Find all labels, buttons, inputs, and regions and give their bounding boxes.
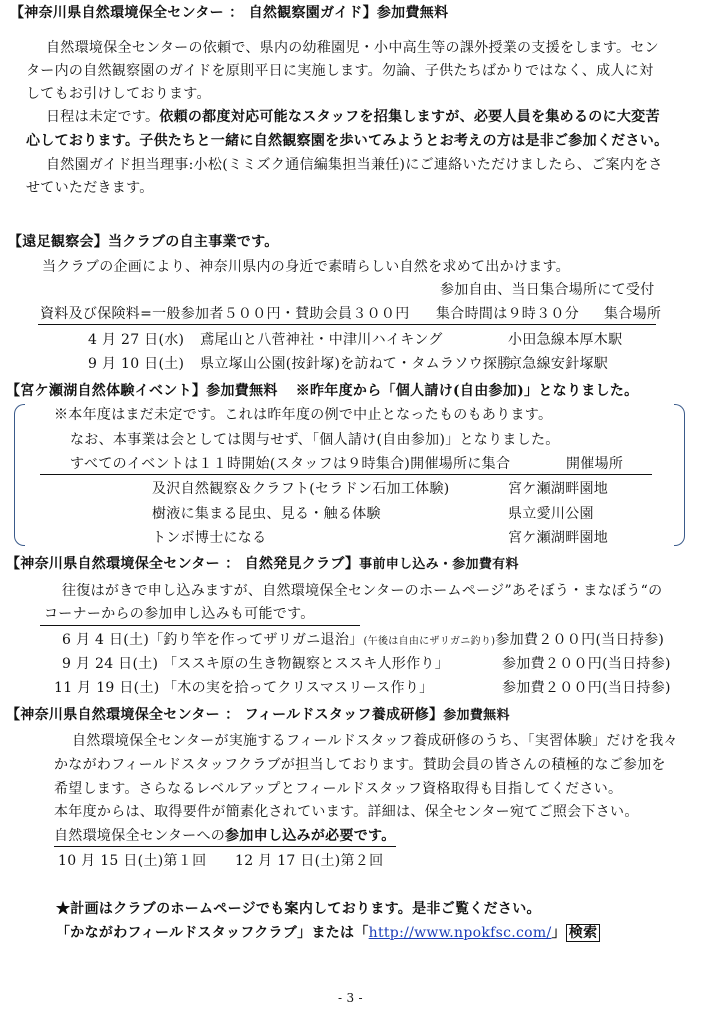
section2-line1: 当クラブの企画により、神奈川県内の身近で素晴らしい自然を求めて出かけます。 (42, 259, 570, 275)
section4-event3-name: 「木の実を拾ってクリスマスリース作り」 (163, 680, 434, 696)
right-brace (674, 404, 685, 546)
section3-event3-name: トンボ博士になる (152, 530, 267, 546)
section2-event1-date: 4 月 27 日(水) (88, 332, 185, 348)
search-box[interactable]: 検索 (566, 924, 601, 942)
section4-event1-note: (午後は自由にザリガニ釣り) (363, 636, 496, 647)
section4-line2: コーナーからの参加申し込みも可能です。 (44, 606, 315, 622)
section3-event3-place: 宮ケ瀬湖畔園地 (508, 530, 609, 546)
section2-title: 【遠足観察会】当クラブの自主事業です。 (8, 234, 279, 250)
section4-event1-date: 6 月 4 日(土) (62, 632, 150, 648)
section1-line1: 自然環境保全センターの依頼で、県内の幼稚園児・小中高生等の課外授業の支援をします。セン (46, 40, 659, 56)
section5-line4: 本年度からは、取得要件が簡素化されています。詳細は、保全センター宛てご照会下さい。 (54, 804, 639, 820)
section3-event2-name: 樹液に集まる昆虫、見る・触る体験 (152, 506, 381, 522)
section3-title-note: ※昨年度から「個人請け(自由参加)」となりました。 (295, 383, 639, 399)
section3-event2-place: 県立愛川公園 (508, 506, 594, 522)
section5-title-note: 参加費無料 (443, 708, 510, 723)
section2-event2-date: 9 月 10 日(土) (88, 356, 185, 372)
section2-place-header: 集合場所 (604, 306, 662, 322)
section3-event1-place: 宮ケ瀬湖畔園地 (508, 481, 609, 497)
page-number: - 3 - (338, 991, 363, 1005)
section4-event3-fee: 参加費２００円(当日持参) (502, 680, 671, 696)
section1-line4 (46, 107, 660, 127)
footer-club-name: 「かながわフィールドスタッフクラブ」または「 (56, 925, 369, 941)
section2-event1-place: 小田急線本厚木駅 (508, 332, 623, 348)
section5-title (6, 705, 510, 726)
section5-dates: 10 月 15 日(土)第１回 12 月 17 日(土)第２回 (58, 853, 384, 869)
section3-note3: すべてのイベントは１１時開始(スタッフは９時集合)開催場所に集合 (70, 456, 511, 472)
section1-title: 【神奈川県自然環境保全センター ： 自然観察園ガイド】参加費無料 (10, 5, 449, 21)
section3-note2: なお、本事業は会としては関与せず、「個人請け(自由参加)」となりました。 (70, 432, 560, 448)
section4-event3-date: 11 月 19 日(土) (54, 680, 160, 696)
section5-apply-required: 参加申し込みが必要です。 (225, 828, 396, 844)
section1-line2: ター内の自然観察園のガイドを原則平日に実施します。勿論、子供たちばかりではなく、成人に対 (26, 63, 654, 79)
section2-time: 集合時間は９時３０分 (436, 306, 579, 322)
section3-event1-name: 及沢自然観察＆クラフト(セラドン石加工体験) (152, 481, 450, 497)
section4-event2-name: 「ススキ原の生き物観察とススキ人形作り」 (163, 656, 449, 672)
section3-divider (40, 474, 652, 475)
section1-line3: してもお引けしております。 (26, 86, 211, 102)
section4-event2-fee: 参加費２００円(当日持参) (502, 656, 671, 672)
section2-fee: 資料及び保険料=一般参加者５００円・賛助会員３００円 (40, 306, 410, 322)
section4-event2-date: 9 月 24 日(土) (62, 656, 159, 672)
section4-event1-fee: 参加費２００円(当日持参) (495, 632, 665, 648)
section4-title-note: 事前申し込み・参加費有料 (359, 557, 519, 572)
section4-title (6, 554, 519, 575)
footer-line2 (56, 923, 600, 943)
section5-line3: 希望します。さらなるレベルアップとフィールドスタッフ資格取得も目指してください。 (54, 781, 623, 797)
section4-event1-name: 「釣り竿を作ってザリガニ退治」 (149, 632, 364, 648)
section4-event1 (62, 630, 664, 652)
section3-title-main: 【宮ケ瀬湖自然体験イベント】参加費無料 (6, 383, 278, 399)
section5-line1: 自然環境保全センターが実施するフィールドスタッフ養成研修のうち、「実習体験」だけを我々 (72, 733, 678, 749)
section3-title (6, 381, 638, 401)
section2-event2-place: 京急線安針塚駅 (508, 356, 609, 372)
section1-line5: 心しております。子供たちと一緒に自然観察園を歩いてみようとお考えの方は是非ご参加ください。 (26, 133, 669, 149)
section5-line5 (54, 826, 396, 847)
section2-event1-name: 鳶尾山と八菅神社・中津川ハイキング (200, 332, 443, 348)
section5-line2: かながわフィールドスタッフクラブが担当しております。賛助会員の皆さんの積極的なご参加を (54, 757, 666, 773)
homepage-link[interactable]: http://www.npokfsc.com/ (368, 925, 552, 941)
section2-line2: 参加自由、当日集合場所にて受付 (440, 282, 655, 298)
section5-apply-target: 自然環境保全センターへの (54, 828, 226, 844)
section4-divider (40, 625, 360, 626)
section5-title-main: 【神奈川県自然環境保全センター ： フィールドスタッフ養成研修】 (6, 707, 444, 723)
section1-schedule-note: 日程は未定です。 (46, 109, 160, 125)
footer-close-quote: 」 (551, 925, 566, 941)
section2-event2-name: 県立塚山公園(按針塚)を訪ねて・タムラソウ探勝 (200, 356, 512, 372)
section3-note1: ※本年度はまだ未定です。これは昨年度の例で中止となったものもあります。 (54, 407, 553, 423)
section4-line1: 往復はがきで申し込みますが、自然環境保全センターのホームページ”あそぼう・まなぼう“の (62, 583, 663, 599)
footer-line1: ★計画はクラブのホームページでも案内しております。是非ご覧ください。 (56, 901, 541, 917)
section1-line6: 自然園ガイド担当理事:小松(ミミズク通信編集担当兼任)にご連絡いただけましたら、ご案内をさ (46, 157, 663, 173)
section1-staff-note: 依頼の都度対応可能なスタッフを招集しますが、必要人員を集めるのに大変苦 (159, 109, 660, 125)
section3-place-header: 開催場所 (566, 456, 624, 472)
section4-title-main: 【神奈川県自然環境保全センター ： 自然発見クラブ】 (6, 556, 360, 572)
left-brace (14, 404, 25, 546)
section2-divider (38, 324, 656, 325)
section1-line7: せていただきます。 (26, 180, 154, 196)
